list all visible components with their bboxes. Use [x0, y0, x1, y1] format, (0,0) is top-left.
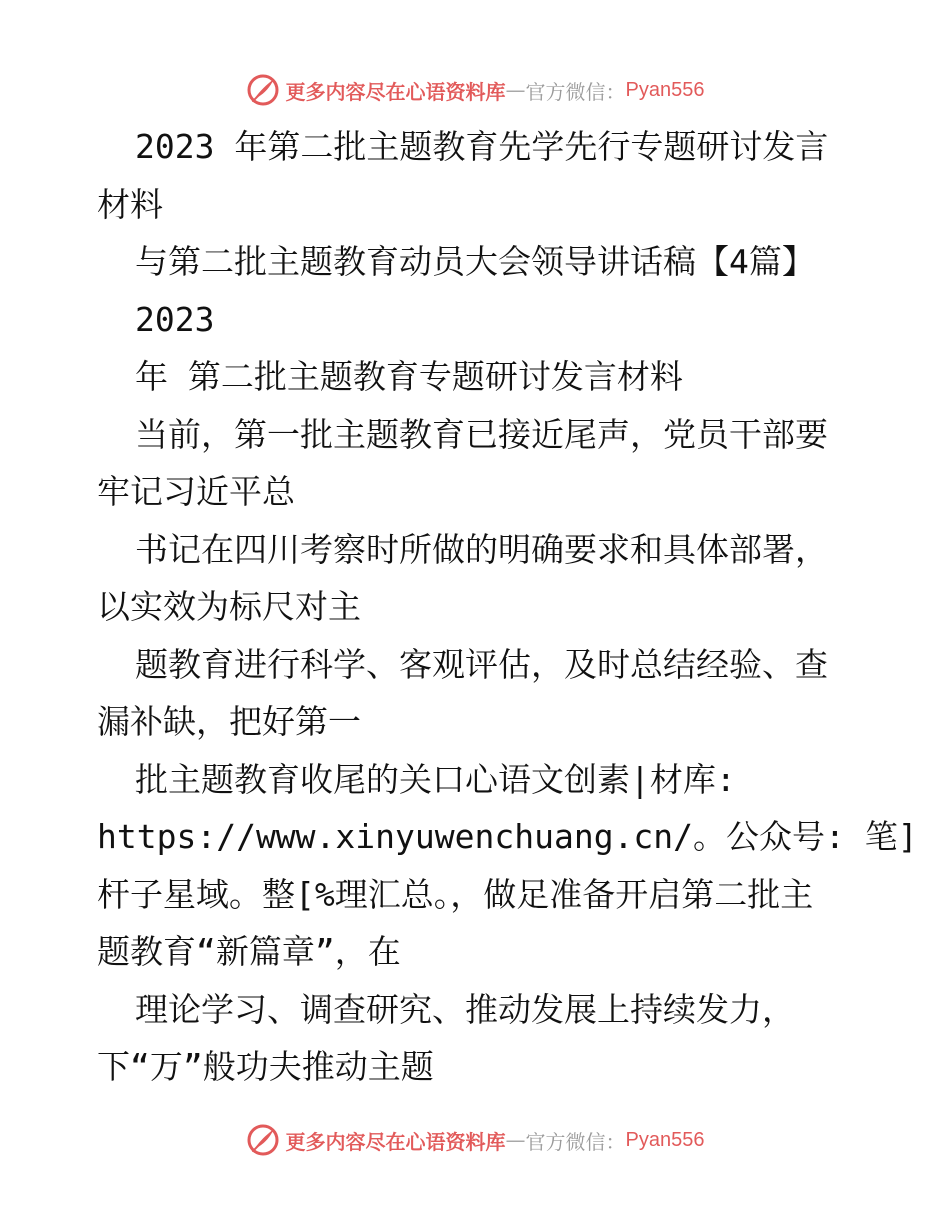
text-line: 材料: [97, 184, 163, 224]
feather-circle-logo-icon: [246, 73, 280, 107]
text-line: 年 第二批主题教育专题研讨发言材料: [135, 357, 683, 396]
banner-wechat-id: Pyan556: [625, 78, 705, 101]
text-line-url: https://www.xinyuwenchuang.cn/。公众号: 笔]: [97, 817, 918, 856]
feather-circle-logo-icon: [246, 1123, 280, 1157]
banner-dash: —: [505, 78, 526, 102]
text-line: 题教育进行科学、客观评估，及时总结经验、查: [135, 644, 828, 684]
text-line: 当前，第一批主题教育已接近尾声，党员干部要: [135, 414, 828, 454]
banner-wechat-id: Pyan556: [625, 1128, 705, 1151]
banner-site-text: 更多内容尽在心语资料库: [285, 1129, 506, 1154]
text-line: 理论学习、调查研究、推动发展上持续发力，: [135, 989, 795, 1029]
banner-official-label: 官方微信：: [525, 79, 626, 104]
text-line: 杆子星域。整[%理汇总。，做足准备开启第二批主: [97, 874, 814, 914]
text-line: 下“万”般功夫推动主题: [97, 1047, 434, 1086]
text-line: 2023: [135, 299, 215, 339]
text-line: 2023 年第二批主题教育先学先行专题研讨发言: [135, 127, 829, 166]
text-line: 题教育“新篇章”，在: [97, 932, 401, 971]
text-line: 批主题教育收尾的关口心语文创素|材库:: [135, 759, 736, 799]
banner-official-label: 官方微信：: [525, 1129, 626, 1154]
banner-site-text: 更多内容尽在心语资料库: [285, 79, 506, 104]
footer-banner: [0, 1118, 950, 1162]
text-line: 书记在四川考察时所做的明确要求和具体部署，: [135, 529, 828, 569]
header-banner: [0, 68, 950, 112]
text-line: 与第二批主题教育动员大会领导讲话稿【4篇】: [135, 242, 815, 281]
document-body: [97, 118, 918, 1096]
text-line: 漏补缺，把好第一: [97, 702, 361, 741]
banner-dash: —: [505, 1128, 526, 1152]
text-line: 牢记习近平总: [97, 472, 295, 511]
text-line: 以实效为标尺对主: [97, 587, 361, 626]
